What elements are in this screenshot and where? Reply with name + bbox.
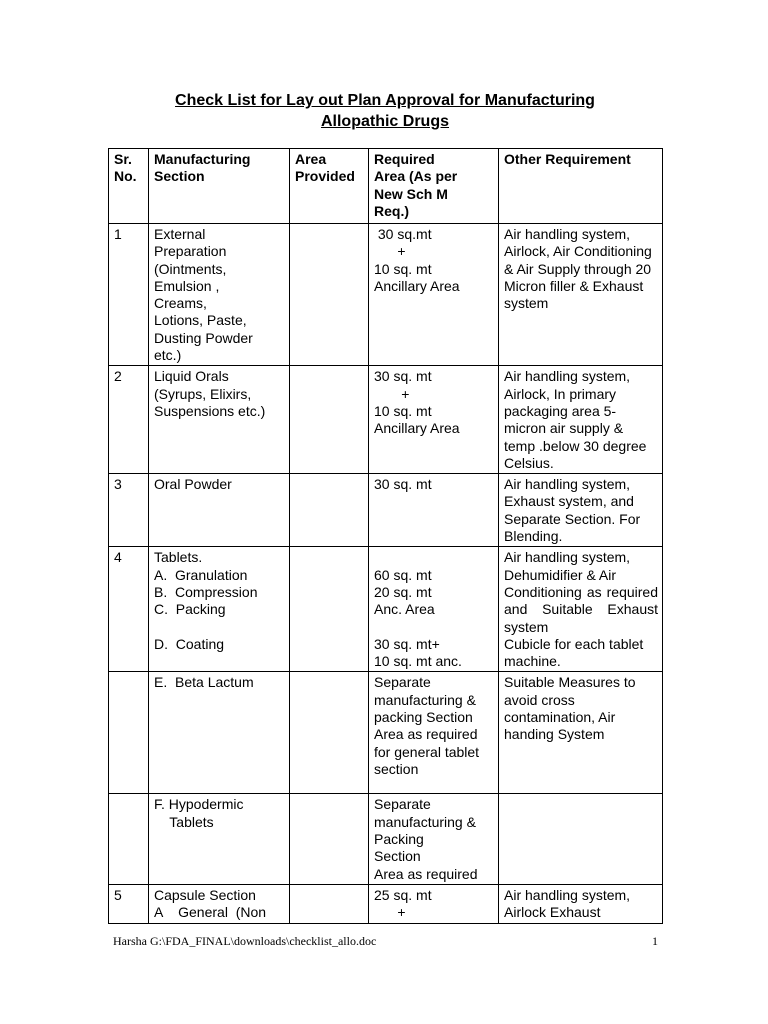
header-other-requirement: Other Requirement [499,149,663,224]
cell-area [290,224,369,366]
cell-sr: 1 [109,224,149,366]
cell-area [290,672,369,794]
cell-sr [109,794,149,884]
cell-sr: 5 [109,884,149,923]
cell-section: External Preparation (Ointments, Emulsion , Creams, Lotions, Paste, Dusting Powder etc.) [149,224,290,366]
header-manufacturing-section: Manufacturing Section [149,149,290,224]
other-part-b: Conditioning as required and Suitable Exhaust system [504,583,658,635]
cell-area [290,474,369,547]
cell-section: Liquid Orals (Syrups, Elixirs, Suspensions etc.) [149,366,290,474]
table-row [109,794,663,884]
page-number: 1 [652,934,658,948]
header-sr-no: Sr. No. [109,149,149,224]
cell-section: Tablets. A. Granulation B. Compression C. Packing D. Coating [149,547,290,672]
title-line-2: Allopathic Drugs [320,113,449,130]
footer-file-path: Harsha G:\FDA_FINAL\downloads\checklist_allo.doc [113,934,377,948]
other-part-c: Cubicle for each tablet machine. [504,635,644,670]
document-title [108,90,662,132]
table-row [109,224,663,366]
title-line-1: Check List for Lay out Plan Approval for Manufacturing [175,92,595,109]
cell-other: Air handling system, Airlock Exhaust [499,884,663,923]
cell-section: E. Beta Lactum [149,672,290,794]
cell-other [499,547,663,672]
table-row [109,884,663,923]
cell-other: Air handling system, Exhaust system, and Separate Section. For Blending. [499,474,663,547]
cell-section: Capsule Section A General (Non [149,884,290,923]
cell-other: Air handling system, Airlock, Air Conditioning & Air Supply through 20 Micron filler & Exhaust system [499,224,663,366]
cell-sr: 4 [109,547,149,672]
cell-required: 30 sq. mt + 10 sq. mt Ancillary Area [369,366,499,474]
cell-area [290,794,369,884]
checklist-table [108,148,663,924]
cell-required: 60 sq. mt 20 sq. mt Anc. Area 30 sq. mt+ 10 sq. mt anc. [369,547,499,672]
cell-area [290,547,369,672]
cell-sr: 2 [109,366,149,474]
cell-section: Oral Powder [149,474,290,547]
cell-other [499,794,663,884]
cell-section: F. Hypodermic Tablets [149,794,290,884]
header-required-area: Required Area (As per New Sch M Req.) [369,149,499,224]
table-header-row [109,149,663,224]
cell-sr: 3 [109,474,149,547]
table-row [109,366,663,474]
cell-required: Separate manufacturing & Packing Section Area as required [369,794,499,884]
table-row [109,474,663,547]
header-area-provided: Area Provided [290,149,369,224]
cell-required: 30 sq.mt + 10 sq. mt Ancillary Area [369,224,499,366]
cell-sr [109,672,149,794]
page-footer [113,934,658,949]
table-row [109,547,663,672]
cell-required: Separate manufacturing & packing Section Area as required for general tablet section [369,672,499,794]
cell-area [290,884,369,923]
cell-other: Air handling system, Airlock, In primary packaging area 5-micron air supply & temp .below 30 degree Celsius. [499,366,663,474]
cell-other: Suitable Measures to avoid cross contamination, Air handing System [499,672,663,794]
other-part-a: Air handling system, Dehumidifier & Air [504,549,631,583]
table-row [109,672,663,794]
cell-required: 25 sq. mt + [369,884,499,923]
cell-required: 30 sq. mt [369,474,499,547]
cell-area [290,366,369,474]
